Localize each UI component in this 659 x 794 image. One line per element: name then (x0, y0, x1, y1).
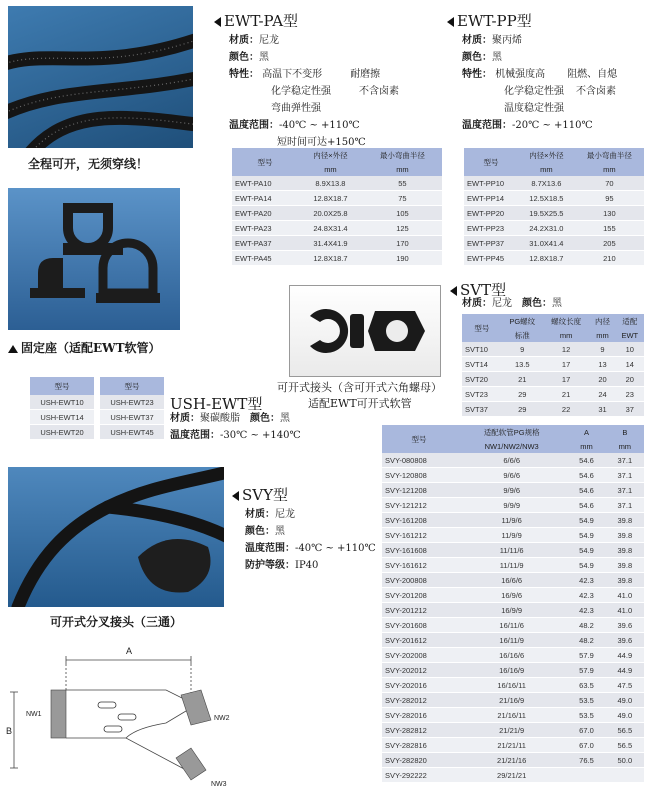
table-cell: 20.0X25.8 (298, 206, 363, 221)
table-cell: 16/16/11 (456, 678, 567, 693)
table-row (232, 221, 442, 236)
dim-b-label: B (6, 726, 13, 736)
table-row (232, 191, 442, 206)
table-cell: 12.5X18.5 (518, 191, 575, 206)
table-cell: 155 (575, 221, 644, 236)
table-cell: 54.6 (567, 483, 605, 498)
triangle-up-icon (8, 345, 18, 353)
table-row (464, 221, 644, 236)
table-cell: 12 (543, 342, 590, 357)
table-row (464, 236, 644, 251)
table-cell: SVY-161612 (382, 558, 456, 573)
table-cell: EWT-PA45 (232, 251, 298, 266)
table-cell: 67.0 (567, 723, 605, 738)
table-row (382, 513, 644, 528)
material-value: 尼龙 (259, 35, 279, 46)
nw2-label: NW2 (214, 715, 230, 722)
table-cell: SVY-200808 (382, 573, 456, 588)
table-cell: SVY-202012 (382, 663, 456, 678)
table-cell: 130 (575, 206, 644, 221)
table-row (382, 723, 644, 738)
table-row (462, 372, 644, 387)
table-cell: EWT-PP37 (464, 236, 518, 251)
table-row (464, 251, 644, 266)
table-cell: 29 (502, 387, 543, 402)
table-row (232, 206, 442, 221)
table-cell: 39.8 (606, 558, 644, 573)
triangle-icon (214, 17, 221, 27)
table-cell: 54.9 (567, 513, 605, 528)
table-row (464, 176, 644, 191)
table-row (382, 768, 644, 783)
table-cell: SVY-201608 (382, 618, 456, 633)
table-cell: 21/16/11 (456, 708, 567, 723)
triangle-icon (450, 286, 457, 296)
table-row (100, 395, 164, 410)
table-row (382, 483, 644, 498)
table-cell: 11/11/6 (456, 543, 567, 558)
table-cell: EWT-PA23 (232, 221, 298, 236)
table-cell: 24 (589, 387, 615, 402)
table-cell: 9/9/6 (456, 483, 567, 498)
table-cell: 210 (575, 251, 644, 266)
table-cell: 57.9 (567, 663, 605, 678)
table-row (100, 410, 164, 425)
table-cell: 31.4X41.9 (298, 236, 363, 251)
table-cell: SVT37 (462, 402, 502, 417)
table-row (30, 410, 94, 425)
table-cell: SVY-282012 (382, 693, 456, 708)
table-cell: 13.5 (502, 357, 543, 372)
table-cell: 16/9/9 (456, 603, 567, 618)
table-cell: 8.7X13.6 (518, 176, 575, 191)
table-cell: 53.5 (567, 693, 605, 708)
nw1-label: NW1 (26, 711, 42, 718)
table-cell: EWT-PA14 (232, 191, 298, 206)
table-cell: SVT20 (462, 372, 502, 387)
table-row (462, 357, 644, 372)
table-cell: 22 (543, 402, 590, 417)
table-cell: 21 (502, 372, 543, 387)
table-cell: 20 (616, 372, 644, 387)
hose-caption: 全程可开，无须穿线！ (28, 157, 149, 171)
table-cell: USH-EWT10 (30, 395, 94, 410)
table-cell: USH-EWT20 (30, 425, 94, 440)
table-cell: 48.2 (567, 618, 605, 633)
table-cell: SVY-161208 (382, 513, 456, 528)
table-cell: USH-EWT37 (100, 410, 164, 425)
table-cell: SVY-282016 (382, 708, 456, 723)
table-row (382, 468, 644, 483)
table-cell: 13 (589, 357, 615, 372)
svy-specs: 材质：尼龙 颜色：黑 温度范围：-40℃ ~ +110℃ 防护等级：IP40 (245, 509, 376, 571)
table-cell: 37 (616, 402, 644, 417)
table-row (382, 693, 644, 708)
table-cell: SVY-121208 (382, 483, 456, 498)
svy-title: SVY型 (232, 484, 288, 505)
table-cell: 53.5 (567, 708, 605, 723)
table-row (382, 663, 644, 678)
table-cell: 70 (575, 176, 644, 191)
ush-title: USH-EWT型 (170, 395, 263, 413)
table-cell: EWT-PA37 (232, 236, 298, 251)
table-cell: 16/16/6 (456, 648, 567, 663)
table-row (100, 425, 164, 440)
nw3-label: NW3 (211, 781, 227, 788)
table-cell: 9/6/6 (456, 468, 567, 483)
table-cell: EWT-PP20 (464, 206, 518, 221)
ewt-pa-table: 型号 内径×外径 最小弯曲半径 mm mm EWT-PA10 8.9X13.8 55 EWT-PA14 12.8X18.7 75 EWT-PA20 20.0X25.8 105 EWT-PA23 24.8X31.4 125 EWT-PA37 31.4X41.9 170 EWT-PA45 12.8X18.7 190 (232, 148, 442, 266)
table-cell: SVT10 (462, 342, 502, 357)
table-cell: 48.2 (567, 633, 605, 648)
ush-table-left: 型号 USH-EWT10 USH-EWT14 USH-EWT20 (30, 377, 94, 440)
table-cell: USH-EWT45 (100, 425, 164, 440)
table-cell: 49.0 (606, 693, 644, 708)
table-cell: 6/6/6 (456, 453, 567, 468)
table-cell: 37.1 (606, 468, 644, 483)
table-row (382, 498, 644, 513)
table-cell: 11/9/9 (456, 528, 567, 543)
table-cell: 12.8X18.7 (298, 251, 363, 266)
table-cell: 42.3 (567, 588, 605, 603)
ush-specs: 材质：聚碳酸脂 颜色：黑 温度范围：-30℃ ~ +140℃ (170, 413, 301, 441)
table-cell: SVY-201208 (382, 588, 456, 603)
table-cell: SVT23 (462, 387, 502, 402)
table-cell: 16/11/6 (456, 618, 567, 633)
table-cell: 24.8X31.4 (298, 221, 363, 236)
table-cell: 75 (363, 191, 442, 206)
table-cell: SVY-080808 (382, 453, 456, 468)
table-cell: 41.0 (606, 588, 644, 603)
table-cell: 19.5X25.5 (518, 206, 575, 221)
table-cell: 21/21/9 (456, 723, 567, 738)
table-cell: 10 (616, 342, 644, 357)
table-cell: SVY-161212 (382, 528, 456, 543)
table-cell: 54.9 (567, 543, 605, 558)
table-cell: 11/9/6 (456, 513, 567, 528)
hose-photo (8, 6, 193, 148)
table-row (382, 453, 644, 468)
table-cell: 31 (589, 402, 615, 417)
table-cell: 105 (363, 206, 442, 221)
table-cell: 190 (363, 251, 442, 266)
table-row (382, 558, 644, 573)
table-cell: 42.3 (567, 573, 605, 588)
table-row (464, 206, 644, 221)
table-cell: 29 (502, 402, 543, 417)
table-cell: 21/16/9 (456, 693, 567, 708)
table-cell: 29/21/21 (456, 768, 567, 783)
table-cell (606, 768, 644, 783)
table-cell: 67.0 (567, 738, 605, 753)
table-row (382, 543, 644, 558)
svy-caption: 可开式分叉接头（三通） (50, 615, 183, 629)
mount-photo (8, 188, 180, 330)
table-cell: SVY-292222 (382, 768, 456, 783)
ewt-pa-title: EWT-PA型 (214, 10, 298, 31)
table-row (382, 753, 644, 768)
table-cell: 17 (543, 357, 590, 372)
ush-table-right: 型号 USH-EWT23 USH-EWT37 USH-EWT45 (100, 377, 164, 440)
color-value: 黑 (259, 52, 269, 63)
table-row (382, 573, 644, 588)
table-cell: EWT-PP10 (464, 176, 518, 191)
table-cell: EWT-PP14 (464, 191, 518, 206)
table-cell: 76.5 (567, 753, 605, 768)
connector-caption-2: 适配EWT可开式软管 (308, 397, 412, 410)
mount-caption: 固定座（适配EWT软管） (8, 339, 161, 356)
table-cell: 16/6/6 (456, 573, 567, 588)
table-cell: 95 (575, 191, 644, 206)
table-row (382, 618, 644, 633)
table-row (232, 251, 442, 266)
table-row (382, 708, 644, 723)
table-cell: 12.8X18.7 (298, 191, 363, 206)
table-cell: 9 (502, 342, 543, 357)
table-cell: 39.6 (606, 633, 644, 648)
table-cell: 21/21/11 (456, 738, 567, 753)
table-row (462, 387, 644, 402)
table-row (30, 425, 94, 440)
table-cell: 44.9 (606, 648, 644, 663)
table-cell: 20 (589, 372, 615, 387)
svy-table: 型号 适配软管PG规格 A B NW1/NW2/NW3 mm mm SVY-080808 6/6/6 54.6 37.1 SVY-120808 9/6/6 54.6 37.1 SVY-121208 9/9/6 54.6 37.1 SVY-121212 9/9/9 54.6 37.1 SVY-161208 11/9/6 54.9 39.8 SVY-161212 11/9/9 54.9 39.8 SVY-161608 11/11/6 54.9 39.8 SVY-161612 11/11/9 54.9 39.8 SVY-200808 16/6/6 42.3 39.8 SVY-201208 16/9/6 42.3 41.0 SVY-201212 16/9/9 42.3 41.0 SVY-201608 16/11/6 48.2 39.6 SVY-201612 16/11/9 48.2 39.6 SVY-202008 16/16/6 57.9 44.9 SVY-202012 16/16/9 57.9 44.9 SVY-202016 16/16/11 63.5 47.5 SVY-282012 21/16/9 53.5 49.0 SVY-282016 21/16/11 53.5 49.0 SVY-282812 21/21/9 67.0 56.5 SVY-282816 21/21/11 67.0 56.5 SVY-282820 21/21/16 76.5 50.0 SVY-292222 29/21/21 (382, 425, 644, 783)
table-cell: SVY-120808 (382, 468, 456, 483)
table-cell: 54.9 (567, 558, 605, 573)
table-cell: EWT-PP23 (464, 221, 518, 236)
table-cell: SVY-201212 (382, 603, 456, 618)
table-row (462, 342, 644, 357)
table-cell: 54.6 (567, 453, 605, 468)
triangle-icon (447, 17, 454, 27)
table-cell: USH-EWT23 (100, 395, 164, 410)
table-cell: 21/21/16 (456, 753, 567, 768)
table-cell: 16/11/9 (456, 633, 567, 648)
table-row (464, 191, 644, 206)
table-cell: 54.6 (567, 468, 605, 483)
table-cell: EWT-PA20 (232, 206, 298, 221)
ewt-pp-table: 型号 内径×外径 最小弯曲半径 mm mm EWT-PP10 8.7X13.6 70 EWT-PP14 12.5X18.5 95 EWT-PP20 19.5X25.5 130 EWT-PP23 24.2X31.0 155 EWT-PP37 31.0X41.4 205 EWT-PP45 12.8X18.7 210 (464, 148, 644, 266)
table-cell: 39.8 (606, 573, 644, 588)
table-cell: 42.3 (567, 603, 605, 618)
table-cell: 39.8 (606, 543, 644, 558)
table-cell: 14 (616, 357, 644, 372)
table-row (232, 236, 442, 251)
table-cell: 56.5 (606, 738, 644, 753)
table-cell (567, 768, 605, 783)
table-cell: 125 (363, 221, 442, 236)
svt-specs: 材质：尼龙 颜色：黑 (462, 298, 562, 309)
table-cell: SVY-202008 (382, 648, 456, 663)
dim-a-label: A (126, 646, 133, 656)
table-cell: 16/16/9 (456, 663, 567, 678)
ewt-pp-title: EWT-PP型 (447, 10, 532, 31)
svy-photo (8, 467, 224, 607)
table-cell: 205 (575, 236, 644, 251)
table-row (232, 176, 442, 191)
ewt-pa-specs: 材质：尼龙 颜色：黑 特性： 高温下不变形 耐磨擦 化学稳定性强 不含卤素 弯曲弹性强 温度范围：-40℃ ~ +110℃ 短时间可达+150℃ (229, 35, 399, 148)
table-cell: 9/9/9 (456, 498, 567, 513)
table-cell: SVY-161608 (382, 543, 456, 558)
table-cell: 11/11/9 (456, 558, 567, 573)
table-cell: 23 (616, 387, 644, 402)
table-row (382, 648, 644, 663)
table-cell: SVY-121212 (382, 498, 456, 513)
table-row (382, 633, 644, 648)
svy-dimension-diagram (6, 640, 256, 790)
table-row (30, 395, 94, 410)
table-cell: 56.5 (606, 723, 644, 738)
table-row (382, 678, 644, 693)
table-cell: 16/9/6 (456, 588, 567, 603)
table-row (462, 402, 644, 417)
table-cell: 47.5 (606, 678, 644, 693)
table-cell: 44.9 (606, 663, 644, 678)
table-cell: 39.6 (606, 618, 644, 633)
table-cell: 24.2X31.0 (518, 221, 575, 236)
table-cell: SVY-202016 (382, 678, 456, 693)
table-cell: 39.8 (606, 528, 644, 543)
table-cell: 54.6 (567, 498, 605, 513)
table-cell: 41.0 (606, 603, 644, 618)
table-cell: 37.1 (606, 453, 644, 468)
table-cell: SVY-282816 (382, 738, 456, 753)
table-cell: 17 (543, 372, 590, 387)
table-row (382, 738, 644, 753)
table-cell: EWT-PP45 (464, 251, 518, 266)
table-cell: 54.9 (567, 528, 605, 543)
table-cell: 57.9 (567, 648, 605, 663)
table-cell: 55 (363, 176, 442, 191)
svt-title: SVT型 (450, 279, 506, 300)
table-cell: 9 (589, 342, 615, 357)
table-cell: 31.0X41.4 (518, 236, 575, 251)
table-cell: 21 (543, 387, 590, 402)
table-cell: SVY-282812 (382, 723, 456, 738)
table-cell: USH-EWT14 (30, 410, 94, 425)
table-cell: SVY-282820 (382, 753, 456, 768)
table-cell: 37.1 (606, 498, 644, 513)
table-row (382, 603, 644, 618)
table-cell: 8.9X13.8 (298, 176, 363, 191)
table-cell: 49.0 (606, 708, 644, 723)
connector-caption-1: 可开式接头（含可开式六角螺母） (277, 381, 442, 394)
table-cell: 12.8X18.7 (518, 251, 575, 266)
table-row (382, 528, 644, 543)
table-cell: 50.0 (606, 753, 644, 768)
svt-table: 型号 PG螺纹 螺纹长度 内径 适配 标准 mm mm EWT SVT10 9 12 9 10 SVT14 13.5 17 13 14 SVT20 21 17 20 20 SVT23 29 21 24 23 SVT37 29 22 31 37 (462, 314, 644, 417)
table-cell: 39.8 (606, 513, 644, 528)
table-cell: SVT14 (462, 357, 502, 372)
table-cell: 170 (363, 236, 442, 251)
connector-photo (289, 285, 441, 377)
table-cell: 37.1 (606, 483, 644, 498)
table-cell: 63.5 (567, 678, 605, 693)
triangle-icon (232, 491, 239, 501)
table-row (382, 588, 644, 603)
table-cell: EWT-PA10 (232, 176, 298, 191)
table-cell: SVY-201612 (382, 633, 456, 648)
ewt-pp-specs: 材质：聚丙烯 颜色：黑 特性： 机械强度高 阻燃、自熄 化学稳定性强 不含卤素 温度稳定性强 温度范围：-20℃ ~ +110℃ (462, 35, 618, 131)
